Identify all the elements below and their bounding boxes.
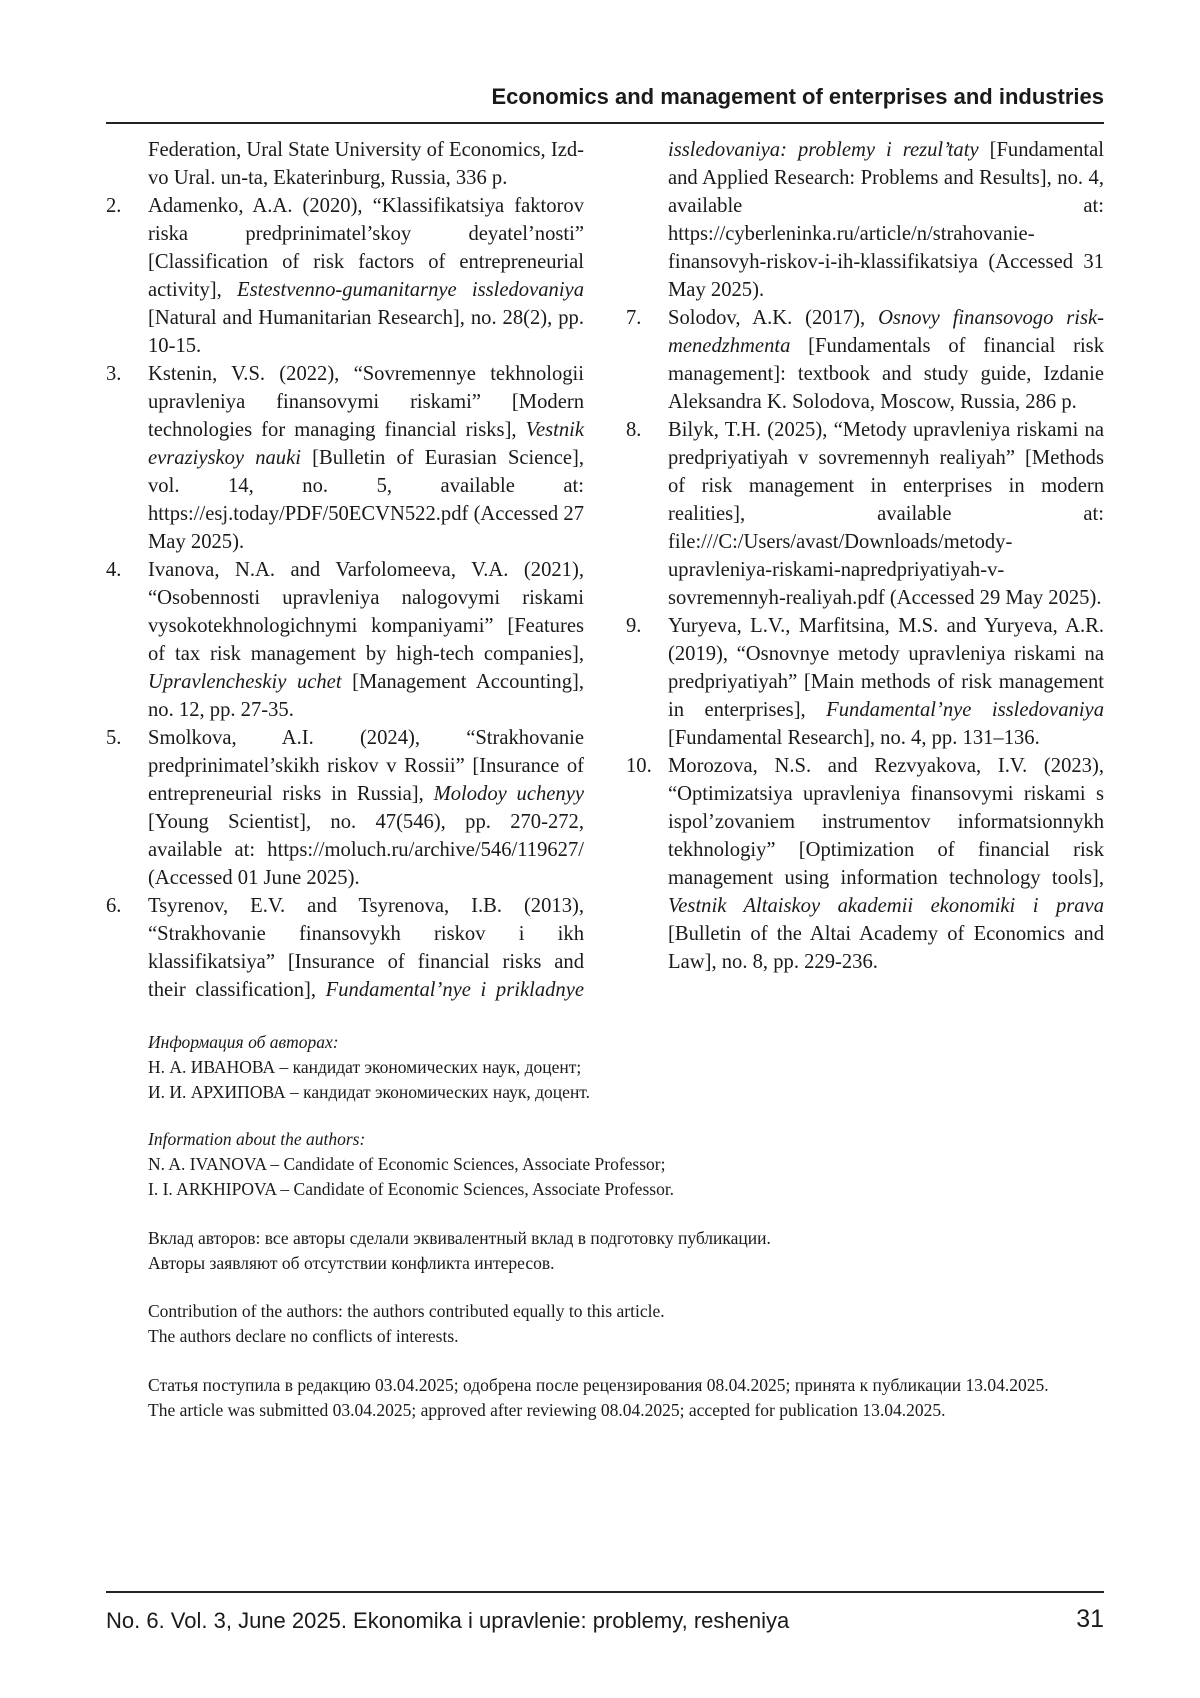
- reference-text: Yuryeva, L.V., Marfitsina, M.S. and Yuryeva, A.R. (2019), “Osnovnye metody upravleniya riskami na predpriyatiyah” [Main methods of risk management in enterprises],: [668, 615, 1104, 721]
- reference-text-tail: [Natural and Humanitarian Research], no. 28(2), pp. 10-15.: [148, 307, 584, 357]
- reference-item: [626, 416, 1104, 612]
- reference-journal: Vestnik evraziyskoy nauki: [148, 419, 584, 469]
- reference-journal: Osnovy finansovogo risk-menedzhmenta: [668, 307, 1105, 357]
- reference-item: [106, 192, 584, 360]
- reference-item: [626, 752, 1104, 976]
- reference-number: 4.: [106, 559, 122, 581]
- reference-item: [106, 360, 584, 556]
- reference-item: [626, 304, 1104, 416]
- reference-number: 9.: [626, 615, 642, 637]
- reference-text: Tsyrenov, E.V. and Tsyrenova, I.B. (2013), “Strakhovanie finansovykh riskov i ikh klassifikatsiya” [Insurance of financial risks and their classification],: [148, 895, 584, 1001]
- reference-text: Kstenin, V.S. (2022), “Sovremennye tekhnologii upravleniya finansovymi riskami” [Modern technologies for managing financial risks],: [148, 363, 584, 441]
- running-header: Economics and management of enterprises and industries: [491, 84, 1104, 109]
- author-info-en: [148, 1127, 1108, 1202]
- contribution-ru: [148, 1226, 1108, 1276]
- reference-text-tail: [Fundamental and Applied Research: Problems and Results], no. 4, available at: https://cyberleninka.ru/article/n/strahovanie-finansovyh-riskov-i-ih-klassifikatsiya (Accessed 31 May 2025).: [668, 139, 1104, 301]
- reference-item: [626, 612, 1104, 752]
- author-info-ru-heading: Информация об авторах:: [148, 1032, 339, 1052]
- reference-journal: Molodoy uchenyy: [433, 783, 585, 805]
- page-number: 31: [1076, 1605, 1104, 1633]
- footer-rule: [106, 1591, 1104, 1593]
- reference-journal: Fundamental’nye i prikladnye issledovaniya: problemy i rezul’taty: [325, 139, 979, 1001]
- reference-text-tail: [Fundamentals of financial risk management]: textbook and study guide, Izdanie Aleksandra K. Solodova, Moscow, Russia, 286 p.: [668, 335, 1104, 413]
- reference-number: 10.: [626, 755, 652, 777]
- reference-continuation: Federation, Ural State University of Economics, Izd-vo Ural. un-ta, Ekaterinburg, Russia, 336 p.: [148, 139, 584, 189]
- article-dates-ru: Статья поступила в редакцию 03.04.2025; одобрена после рецензирования 08.04.2025; принята к публикации 13.04.2025.: [148, 1375, 1049, 1395]
- reference-item: [106, 724, 584, 892]
- author-info-en-heading: Information about the authors:: [148, 1129, 366, 1149]
- reference-number: 5.: [106, 727, 122, 749]
- contribution-ru-line: Вклад авторов: все авторы сделали эквивалентный вклад в подготовку публикации.: [148, 1228, 771, 1248]
- journal-footer: No. 6. Vol. 3, June 2025. Ekonomika i upravlenie: problemy, resheniya: [106, 1608, 790, 1633]
- reference-text: Adamenko, A.A. (2020), “Klassifikatsiya faktorov riska predprinimatel’skoy deyatel’nosti” [Classification of risk factors of entrepreneurial activity],: [148, 195, 584, 301]
- conflict-ru-line: Авторы заявляют об отсутствии конфликта интересов.: [148, 1253, 555, 1273]
- reference-text: Ivanova, N.A. and Varfolomeeva, V.A. (2021), “Osobennosti upravleniya nalogovymi riskami vysokotekhnologichnymi kompaniyami” [Features of tax risk management by high-tech companies],: [148, 559, 584, 665]
- conflict-en-line: The authors declare no conflicts of interests.: [148, 1326, 459, 1346]
- contribution-en-line: Contribution of the authors: the authors contributed equally to this article.: [148, 1301, 665, 1321]
- reference-text: Solodov, A.K. (2017),: [668, 307, 879, 329]
- reference-text: Bilyk, T.H. (2025), “Metody upravleniya riskami na predpriyatiyah v sovremennyh realiyah” [Methods of risk management in enterprises in modern realities], available at: file:///C:/Users/avast/Downloads/metody-upravleniya-riskami-napredpriyatiyah-v-sovremennyh-realiyah.pdf (Accessed 29 May 2025).: [668, 419, 1104, 609]
- reference-text: Morozova, N.S. and Rezvyakova, I.V. (2023), “Optimizatsiya upravleniya finansovymi riskami s ispol’zovaniem instrumentov informatsionnykh tekhnologiy” [Optimization of financial risk management using information technology tools],: [668, 755, 1104, 889]
- author-info-ru: [148, 1030, 1108, 1105]
- reference-number: 7.: [626, 307, 642, 329]
- reference-journal: Fundamental’nye issledovaniya: [826, 699, 1104, 721]
- reference-item: [106, 556, 584, 724]
- reference-list: [106, 136, 1104, 1016]
- article-dates: [148, 1373, 1104, 1423]
- author-info-ru-line: И. И. АРХИПОВА – кандидат экономических наук, доцент.: [148, 1082, 591, 1102]
- reference-text-tail: [Bulletin of Eurasian Science], vol. 14, no. 5, available at: https://esj.today/PDF/50ECVN522.pdf (Accessed 27 May 2025).: [148, 447, 584, 553]
- contribution-en: [148, 1299, 1108, 1349]
- article-dates-en: The article was submitted 03.04.2025; approved after reviewing 08.04.2025; accepted for publication 13.04.2025.: [148, 1400, 946, 1420]
- author-info-en-line: I. I. ARKHIPOVA – Candidate of Economic Sciences, Associate Professor.: [148, 1179, 675, 1199]
- author-info-ru-line: Н. А. ИВАНОВА – кандидат экономических наук, доцент;: [148, 1057, 582, 1077]
- reference-number: 6.: [106, 895, 122, 917]
- reference-journal: Upravlencheskiy uchet: [148, 671, 342, 693]
- header-rule: [106, 122, 1104, 124]
- reference-text-tail: [Bulletin of the Altai Academy of Economics and Law], no. 8, pp. 229-236.: [668, 923, 1104, 973]
- reference-journal: Vestnik Altaiskoy akademii ekonomiki i prava: [668, 895, 1104, 917]
- reference-number: 2.: [106, 195, 122, 217]
- reference-text-tail: [Fundamental Research], no. 4, pp. 131–136.: [668, 727, 1040, 749]
- reference-text: Smolkova, A.I. (2024), “Strakhovanie predprinimatel’skikh riskov v Rossii” [Insurance of entrepreneurial risks in Russia],: [148, 727, 584, 805]
- reference-number: 8.: [626, 419, 642, 441]
- reference-journal: Estestvenno-gumanitarnye issledovaniya: [237, 279, 584, 301]
- reference-text-tail: [Young Scientist], no. 47(546), pp. 270-272, available at: https://moluch.ru/archive/546/119627/ (Accessed 01 June 2025).: [148, 811, 584, 889]
- reference-text-tail: [Management Accounting], no. 12, pp. 27-35.: [148, 671, 584, 721]
- reference-number: 3.: [106, 363, 122, 385]
- author-info-en-line: N. A. IVANOVA – Candidate of Economic Sciences, Associate Professor;: [148, 1154, 666, 1174]
